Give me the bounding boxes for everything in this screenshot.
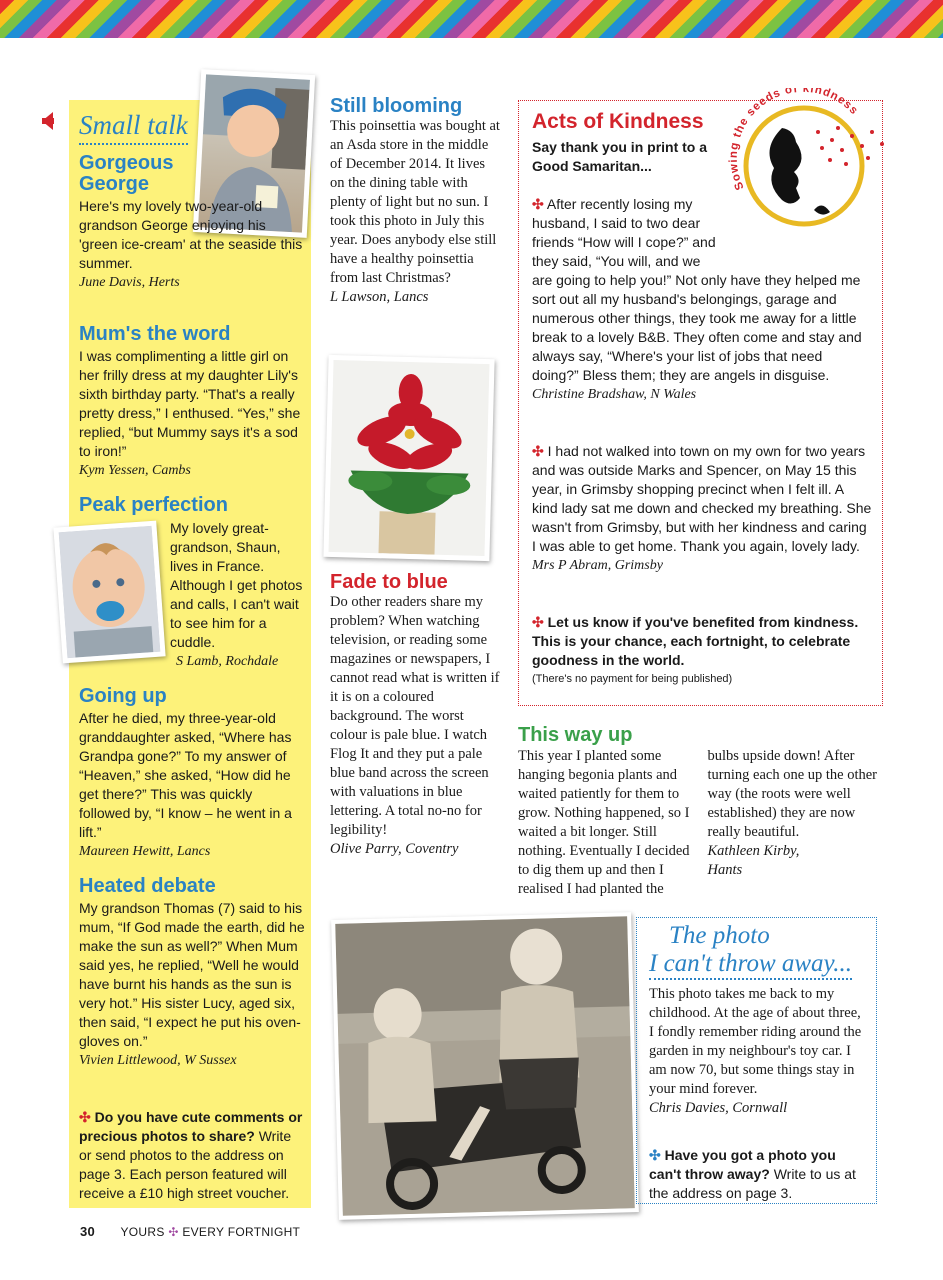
heated-debate-heading: Heated debate bbox=[79, 875, 216, 897]
poinsettia-photo bbox=[323, 355, 494, 561]
footer-magazine: YOURS bbox=[120, 1225, 165, 1239]
cross-icon: ✣ bbox=[532, 614, 544, 630]
mums-word-body: I was complimenting a little girl on her frilly dress at my daughter Lily's sixth birthday party. “That's a really pretty dress,” I enthused. “Yes,” she replied, “but Mummy says it's a sod to iron!” bbox=[79, 348, 301, 459]
this-way-up-signature: Kathleen Kirby, Hants bbox=[707, 843, 800, 878]
going-up-item bbox=[79, 686, 305, 861]
fade-to-blue-item bbox=[330, 572, 500, 859]
cross-icon: ✣ bbox=[79, 1109, 91, 1125]
going-up-body: After he died, my three-year-old granddaughter asked, “Where has Grandpa gone?” To my answer of “Heaven,” she asked, “How did he get there?” This was quickly followed by, “I know – he went in a lift.” bbox=[79, 710, 292, 840]
kindness-story1-signature: Christine Bradshaw, N Wales bbox=[532, 387, 697, 402]
arrow-left-icon bbox=[42, 112, 53, 130]
fade-to-blue-heading: Fade to blue bbox=[330, 571, 448, 593]
still-blooming-body: This poinsettia was bought at an Asda store in the middle of December 2014. It lives on the dining table with plenty of light but no sun. I took this photo in July this year. Does anybody else still have a healthy poinsettia from last Christmas? bbox=[330, 118, 500, 286]
still-blooming-item bbox=[330, 96, 500, 307]
gorgeous-george-item bbox=[79, 153, 305, 292]
small-talk-title: Small talk bbox=[79, 110, 188, 145]
gorgeous-george-heading: Gorgeous George bbox=[79, 152, 174, 195]
cross-icon: ✣ bbox=[168, 1225, 179, 1239]
kindness-story2-signature: Mrs P Abram, Grimsby bbox=[532, 558, 663, 573]
rainbow-stripe-banner bbox=[0, 0, 943, 38]
kindness-story1-start bbox=[532, 195, 732, 271]
kindness-note: (There's no payment for being published) bbox=[532, 673, 733, 685]
heated-debate-body: My grandson Thomas (7) said to his mum, “If God made the earth, did he make the sun as well?” When Mum said yes, he replied, “Well he would have burnt his hands as the sun is very hot.” His sister Lucy, aged six, then said, “I expect he put his oven-gloves on.” bbox=[79, 900, 305, 1049]
photo-feature-signature: Chris Davies, Cornwall bbox=[649, 1100, 788, 1116]
kindness-story1-a: After recently losing my husband, I said to two dear friends “How will I cope?” and they said, “You will, and we bbox=[532, 196, 716, 269]
this-way-up-body-wrap bbox=[518, 747, 883, 899]
kindness-story2 bbox=[532, 442, 872, 575]
photo-feature-title-line1: The photo bbox=[669, 922, 770, 949]
gorgeous-george-signature: June Davis, Herts bbox=[79, 275, 180, 290]
small-talk-cta-rest: Write or send photos to the address on page 3. Each person featured will receive a £10 high street voucher. bbox=[79, 1128, 292, 1201]
mums-word-signature: Kym Yessen, Cambs bbox=[79, 463, 191, 478]
kindness-logo-text: Sowing the seeds of kindness bbox=[727, 88, 861, 192]
heated-debate-signature: Vivien Littlewood, W Sussex bbox=[79, 1053, 237, 1068]
gorgeous-george-body: Here's my lovely two-year-old grandson George enjoying his 'green ice-cream' at the seaside this summer. bbox=[79, 198, 303, 271]
photo-feature-cta-rest: Write to us at the address on page 3. bbox=[649, 1166, 856, 1201]
childhood-toy-car-photo bbox=[331, 912, 639, 1220]
page-number: 30 bbox=[80, 1224, 96, 1239]
kindness-heading: Acts of Kindness bbox=[532, 110, 704, 133]
heated-debate-item bbox=[79, 876, 305, 1070]
kindness-logo bbox=[722, 88, 892, 233]
cross-icon: ✣ bbox=[532, 443, 544, 459]
small-talk-cta bbox=[79, 1108, 305, 1203]
peak-perfection-item bbox=[170, 519, 305, 671]
kindness-subhead: Say thank you in print to a Good Samaritan... bbox=[532, 139, 708, 174]
page-footer bbox=[80, 1224, 300, 1239]
kindness-story1-b: are going to help you!” Not only have they helped me sort out all my husband's belongings, garage and numerous other things, they took me away for a little break to a lovely B&B. They often come and stay and always say, “Where's your list of jobs that need doing?” Bless them; they are angels in disguise. bbox=[532, 272, 862, 383]
peak-perfection-signature: S Lamb, Rochdale bbox=[176, 654, 279, 669]
still-blooming-signature: L Lawson, Lancs bbox=[330, 289, 429, 305]
photo-feature-title bbox=[649, 922, 852, 980]
cross-icon: ✣ bbox=[532, 196, 544, 212]
shaun-photo bbox=[53, 521, 165, 664]
cross-icon: ✣ bbox=[649, 1147, 661, 1163]
this-way-up-heading: This way up bbox=[518, 724, 633, 746]
kindness-cta bbox=[532, 613, 872, 670]
photo-feature-cta bbox=[649, 1146, 869, 1203]
mums-word-heading: Mum's the word bbox=[79, 323, 231, 345]
this-way-up-body: This year I planted some hanging begonia plants and waited patiently for them to grow. Nothing happened, so I waited a bit longer. Still nothing. Eventually I decided to dig them up and then I realised I had planted the bulbs upside down! After turning each one up the other way (the roots were well established) they are now really beautiful. bbox=[518, 748, 878, 897]
kindness-story1-rest bbox=[532, 271, 872, 404]
peak-perfection-heading-wrap bbox=[79, 495, 305, 516]
fade-to-blue-body: Do other readers share my problem? When watching television, or reading some magazines or newspapers, I cannot read what is written if it is on a coloured background. The worst colour is pale blue. I watch Flog It and they put a pale blue band across the screen with valuations in blue lettering. A total no-no for legibility! bbox=[330, 594, 500, 838]
photo-feature-title-line2: I can't throw away... bbox=[649, 950, 853, 977]
footer-frequency: EVERY FORTNIGHT bbox=[182, 1225, 301, 1239]
small-talk-cta-bold: Do you have cute comments or precious photos to share? bbox=[79, 1109, 303, 1144]
peak-perfection-heading: Peak perfection bbox=[79, 494, 228, 516]
fade-to-blue-signature: Olive Parry, Coventry bbox=[330, 841, 459, 857]
going-up-signature: Maureen Hewitt, Lancs bbox=[79, 844, 211, 859]
kindness-story2-body: I had not walked into town on my own for two years and was outside Marks and Spencer, on May 15 this year, in Grimsby shopping precinct when I felt ill. A kind lady sat me down and checked my breathing. She wasn't from Grimsby, but with her kindness and caring I was able to get home. Thank you again, lovely lady. bbox=[532, 443, 872, 554]
still-blooming-heading: Still blooming bbox=[330, 95, 463, 117]
peak-perfection-body: My lovely great-grandson, Shaun, lives in France. Although I get photos and calls, I can't wait to see him for a cuddle. bbox=[170, 520, 303, 650]
mums-word-item bbox=[79, 324, 305, 480]
kindness-cta-text: Let us know if you've benefited from kindness. This is your chance, each fortnight, to celebrate goodness in the world. bbox=[532, 614, 859, 668]
photo-feature-body: This photo takes me back to my childhood. At the age of about three, I fondly remember riding around the garden in my neighbour's toy car. I am now 70, but some things stay in your mind forever. bbox=[649, 986, 862, 1097]
photo-feature-item bbox=[649, 985, 869, 1118]
going-up-heading: Going up bbox=[79, 685, 167, 707]
photo-feature-cta-bold: Have you got a photo you can't throw away? bbox=[649, 1147, 836, 1182]
